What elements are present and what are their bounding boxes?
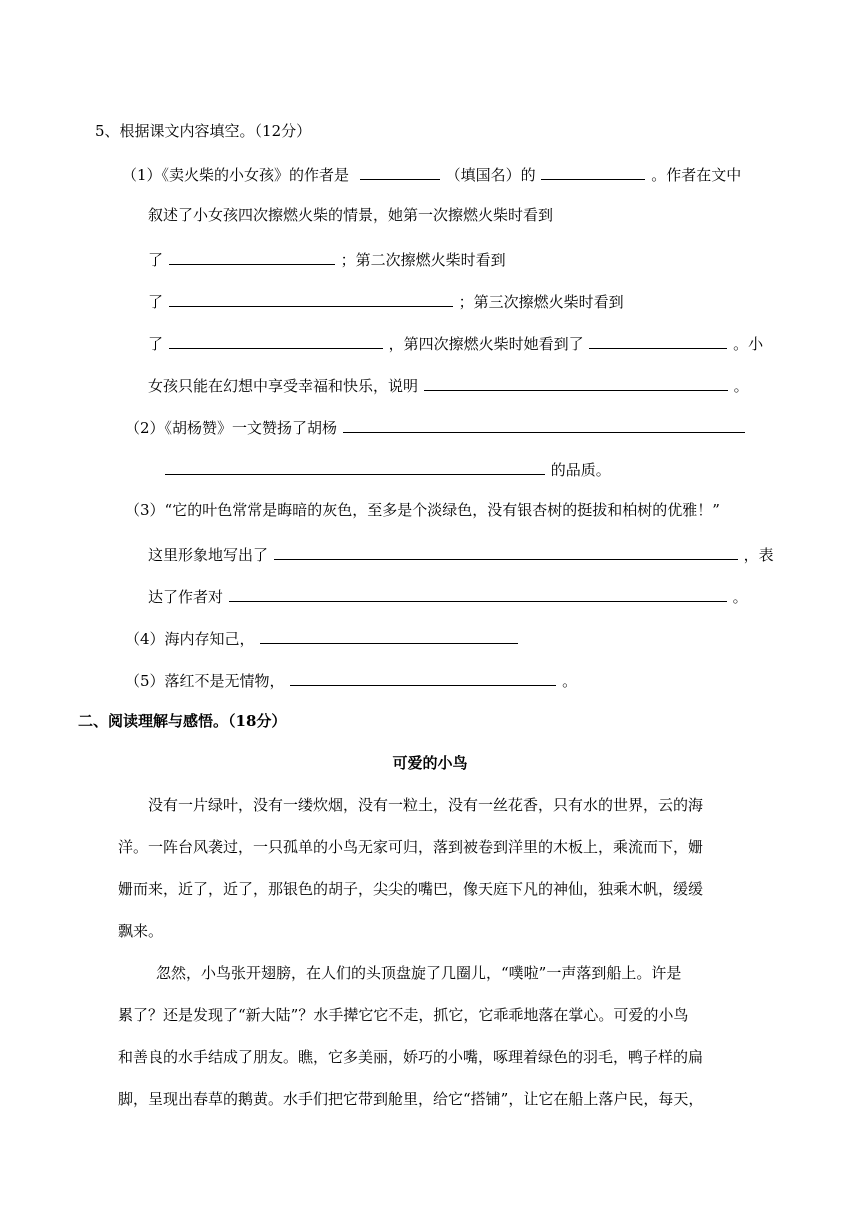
q5-item1-text-b: （填国名）的 (445, 166, 536, 184)
q5-item1-text-a: （1）《卖火柴的小女孩》的作者是 (122, 166, 350, 184)
q5-item5 (125, 669, 577, 691)
q5-item1-text-j: ，第四次擦燃火柴时她看到了 (388, 335, 584, 353)
q5-item2-line1 (125, 416, 746, 438)
answer-blank[interactable] (169, 290, 453, 307)
story-line: 没有一片绿叶，没有一缕炊烟，没有一粒土，没有一丝花香，只有水的世界，云的海 (148, 796, 704, 814)
story-line: 和善良的水手结成了朋友。瞧，它多美丽，娇巧的小嘴，啄理着绿色的羽毛，鸭子样的扁 (118, 1048, 704, 1066)
q5-item1-text-h: ；第三次擦燃火柴时看到 (458, 293, 624, 311)
q5-item1-line4 (148, 290, 624, 312)
story-line: 累了？还是发现了“新大陆”？水手撵它它不走，抓它，它乖乖地落在掌心。可爱的小鸟 (118, 1006, 689, 1024)
answer-blank[interactable] (343, 416, 745, 433)
q5-item3-text-b: 这里形象地写出了 (148, 546, 269, 564)
question-5-title: 5、根据课文内容填空。（12分） (95, 122, 312, 140)
answer-blank[interactable] (360, 163, 440, 180)
q5-item3-line1: （3）“它的叶色常常是晦暗的灰色，至多是个淡绿色，没有银杏树的挺拔和柏树的优雅！” (125, 501, 720, 519)
answer-blank[interactable] (424, 374, 728, 391)
q5-item4 (125, 627, 519, 649)
story-line: 脚，呈现出春草的鹅黄。水手们把它带到舱里，给它“搭铺”，让它在船上落户民，每天， (118, 1090, 704, 1108)
answer-blank[interactable] (589, 332, 727, 349)
q5-item1-text-l: 女孩只能在幻想中享受幸福和快乐，说明 (148, 377, 419, 395)
answer-blank[interactable] (541, 163, 645, 180)
q5-item1-line1 (122, 163, 741, 185)
story-line: 飘来。 (118, 922, 164, 940)
q5-item1-text-c: 。作者在文中 (651, 166, 742, 184)
answer-blank[interactable] (165, 458, 545, 475)
story-line: 姗而来，近了，近了，那银色的胡子，尖尖的嘴巴，像天庭下凡的神仙，独乘木帆，缓缓 (118, 880, 704, 898)
q5-item3-line2 (148, 543, 774, 565)
q5-item3-text-c: ，表 (743, 546, 774, 564)
q5-item5-text-b: 。 (562, 672, 578, 690)
answer-blank[interactable] (290, 669, 556, 686)
answer-blank[interactable] (229, 585, 727, 602)
q5-item1-line5 (148, 332, 763, 354)
section-2-heading: 二、阅读理解与感悟。（18分） (78, 712, 287, 730)
q5-item2-line2 (164, 458, 611, 480)
q5-item1-text-g: 了 (148, 293, 164, 311)
story-line: 忽然，小鸟张开翅膀，在人们的头顶盘旋了几圈儿，“噗啦”一声落到船上。许是 (156, 964, 682, 982)
q5-item3-line3 (148, 585, 748, 607)
q5-item4-text: （4）海内存知己， (125, 630, 255, 648)
answer-blank[interactable] (169, 332, 383, 349)
q5-item1-text-m: 。 (733, 377, 749, 395)
answer-blank[interactable] (169, 248, 335, 265)
q5-item1-text-k: 。小 (733, 335, 764, 353)
q5-item1-line6 (148, 374, 749, 396)
story-line: 洋。一阵台风袭过，一只孤单的小鸟无家可归，落到被卷到洋里的木板上，乘流而下，姗 (118, 838, 704, 856)
story-title: 可爱的小鸟 (392, 754, 468, 772)
q5-item1-text-e: 了 (148, 251, 164, 269)
q5-item1-text-i: 了 (148, 335, 164, 353)
q5-item1-line2: 叙述了小女孩四次擦燃火柴的情景，她第一次擦燃火柴时看到 (148, 206, 554, 224)
q5-item2-text-b: 的品质。 (550, 461, 611, 479)
q5-item2-text-a: （2）《胡杨赞》一文赞扬了胡杨 (125, 419, 338, 437)
q5-item3-text-e: 。 (732, 588, 748, 606)
q5-item1-line3 (148, 248, 506, 270)
answer-blank[interactable] (274, 543, 738, 560)
q5-item5-text-a: （5）落红不是无情物， (125, 672, 285, 690)
q5-item1-text-f: ；第二次擦燃火柴时看到 (340, 251, 506, 269)
q5-item3-text-d: 达了作者对 (148, 588, 224, 606)
answer-blank[interactable] (260, 627, 518, 644)
